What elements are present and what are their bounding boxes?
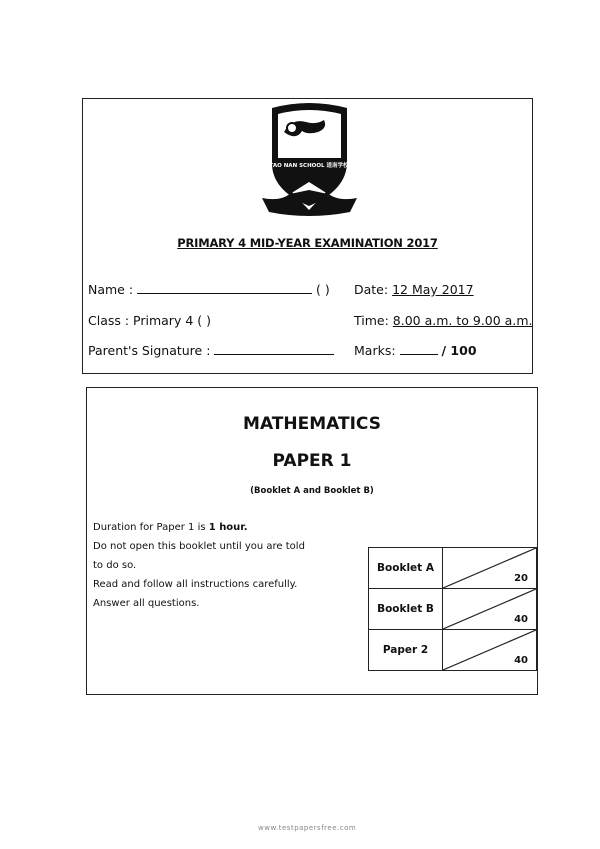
name-blank [137,283,312,294]
marks-field [354,343,477,358]
instruction-read-follow: Read and follow all instructions carefully. [93,579,298,590]
marks-score-cell [443,630,537,671]
marks-max: 40 [514,655,528,666]
marks-score-cell [443,548,537,589]
marks-max: 20 [514,573,528,584]
marks-total: / 100 [441,343,477,358]
instructions [93,518,305,613]
marks-row-paper-2 [369,630,537,671]
class-field: Class : Primary 4 ( ) [88,313,211,328]
date-field [354,282,474,297]
marks-score-cell [443,589,537,630]
instruction-answer-all: Answer all questions. [93,598,200,609]
index-brackets: ( ) [316,282,330,297]
time-field [354,313,532,328]
exam-title: PRIMARY 4 MID-YEAR EXAMINATION 2017 [177,236,438,250]
footer-watermark: www.testpapersfree.com [258,824,357,832]
time-value: 8.00 a.m. to 9.00 a.m. [392,313,533,328]
date-value: 12 May 2017 [392,282,474,297]
marks-blank [400,344,438,355]
subject-title: MATHEMATICS [243,414,381,434]
name-label: Name : [88,282,134,297]
instruction-duration: Duration for Paper 1 is 1 hour. [93,522,248,533]
marks-label: Marks: [354,343,396,358]
marks-row-label: Booklet A [369,548,443,589]
signature-field [88,343,334,358]
marks-row-label: Paper 2 [369,630,443,671]
marks-row-booklet-b [369,589,537,630]
cover-info-box [86,387,538,695]
date-label: Date: [354,282,389,297]
svg-text:TAO NAN SCHOOL 道南学校: TAO NAN SCHOOL 道南学校 [269,163,349,169]
paper-title: PAPER 1 [272,451,352,471]
instruction-do-not-open: Do not open this booklet until you are told [93,541,305,552]
booklets-subtitle: (Booklet A and Booklet B) [250,486,374,496]
marks-max: 40 [514,614,528,625]
exam-header-box [82,98,533,374]
signature-blank [214,344,334,355]
school-crest-logo [262,102,357,217]
marks-row-label: Booklet B [369,589,443,630]
marks-row-booklet-a [369,548,537,589]
time-label: Time: [354,313,389,328]
signature-label: Parent's Signature : [88,343,211,358]
instruction-do-so: to do so. [93,560,137,571]
marks-table [368,547,537,671]
name-field [88,282,330,297]
